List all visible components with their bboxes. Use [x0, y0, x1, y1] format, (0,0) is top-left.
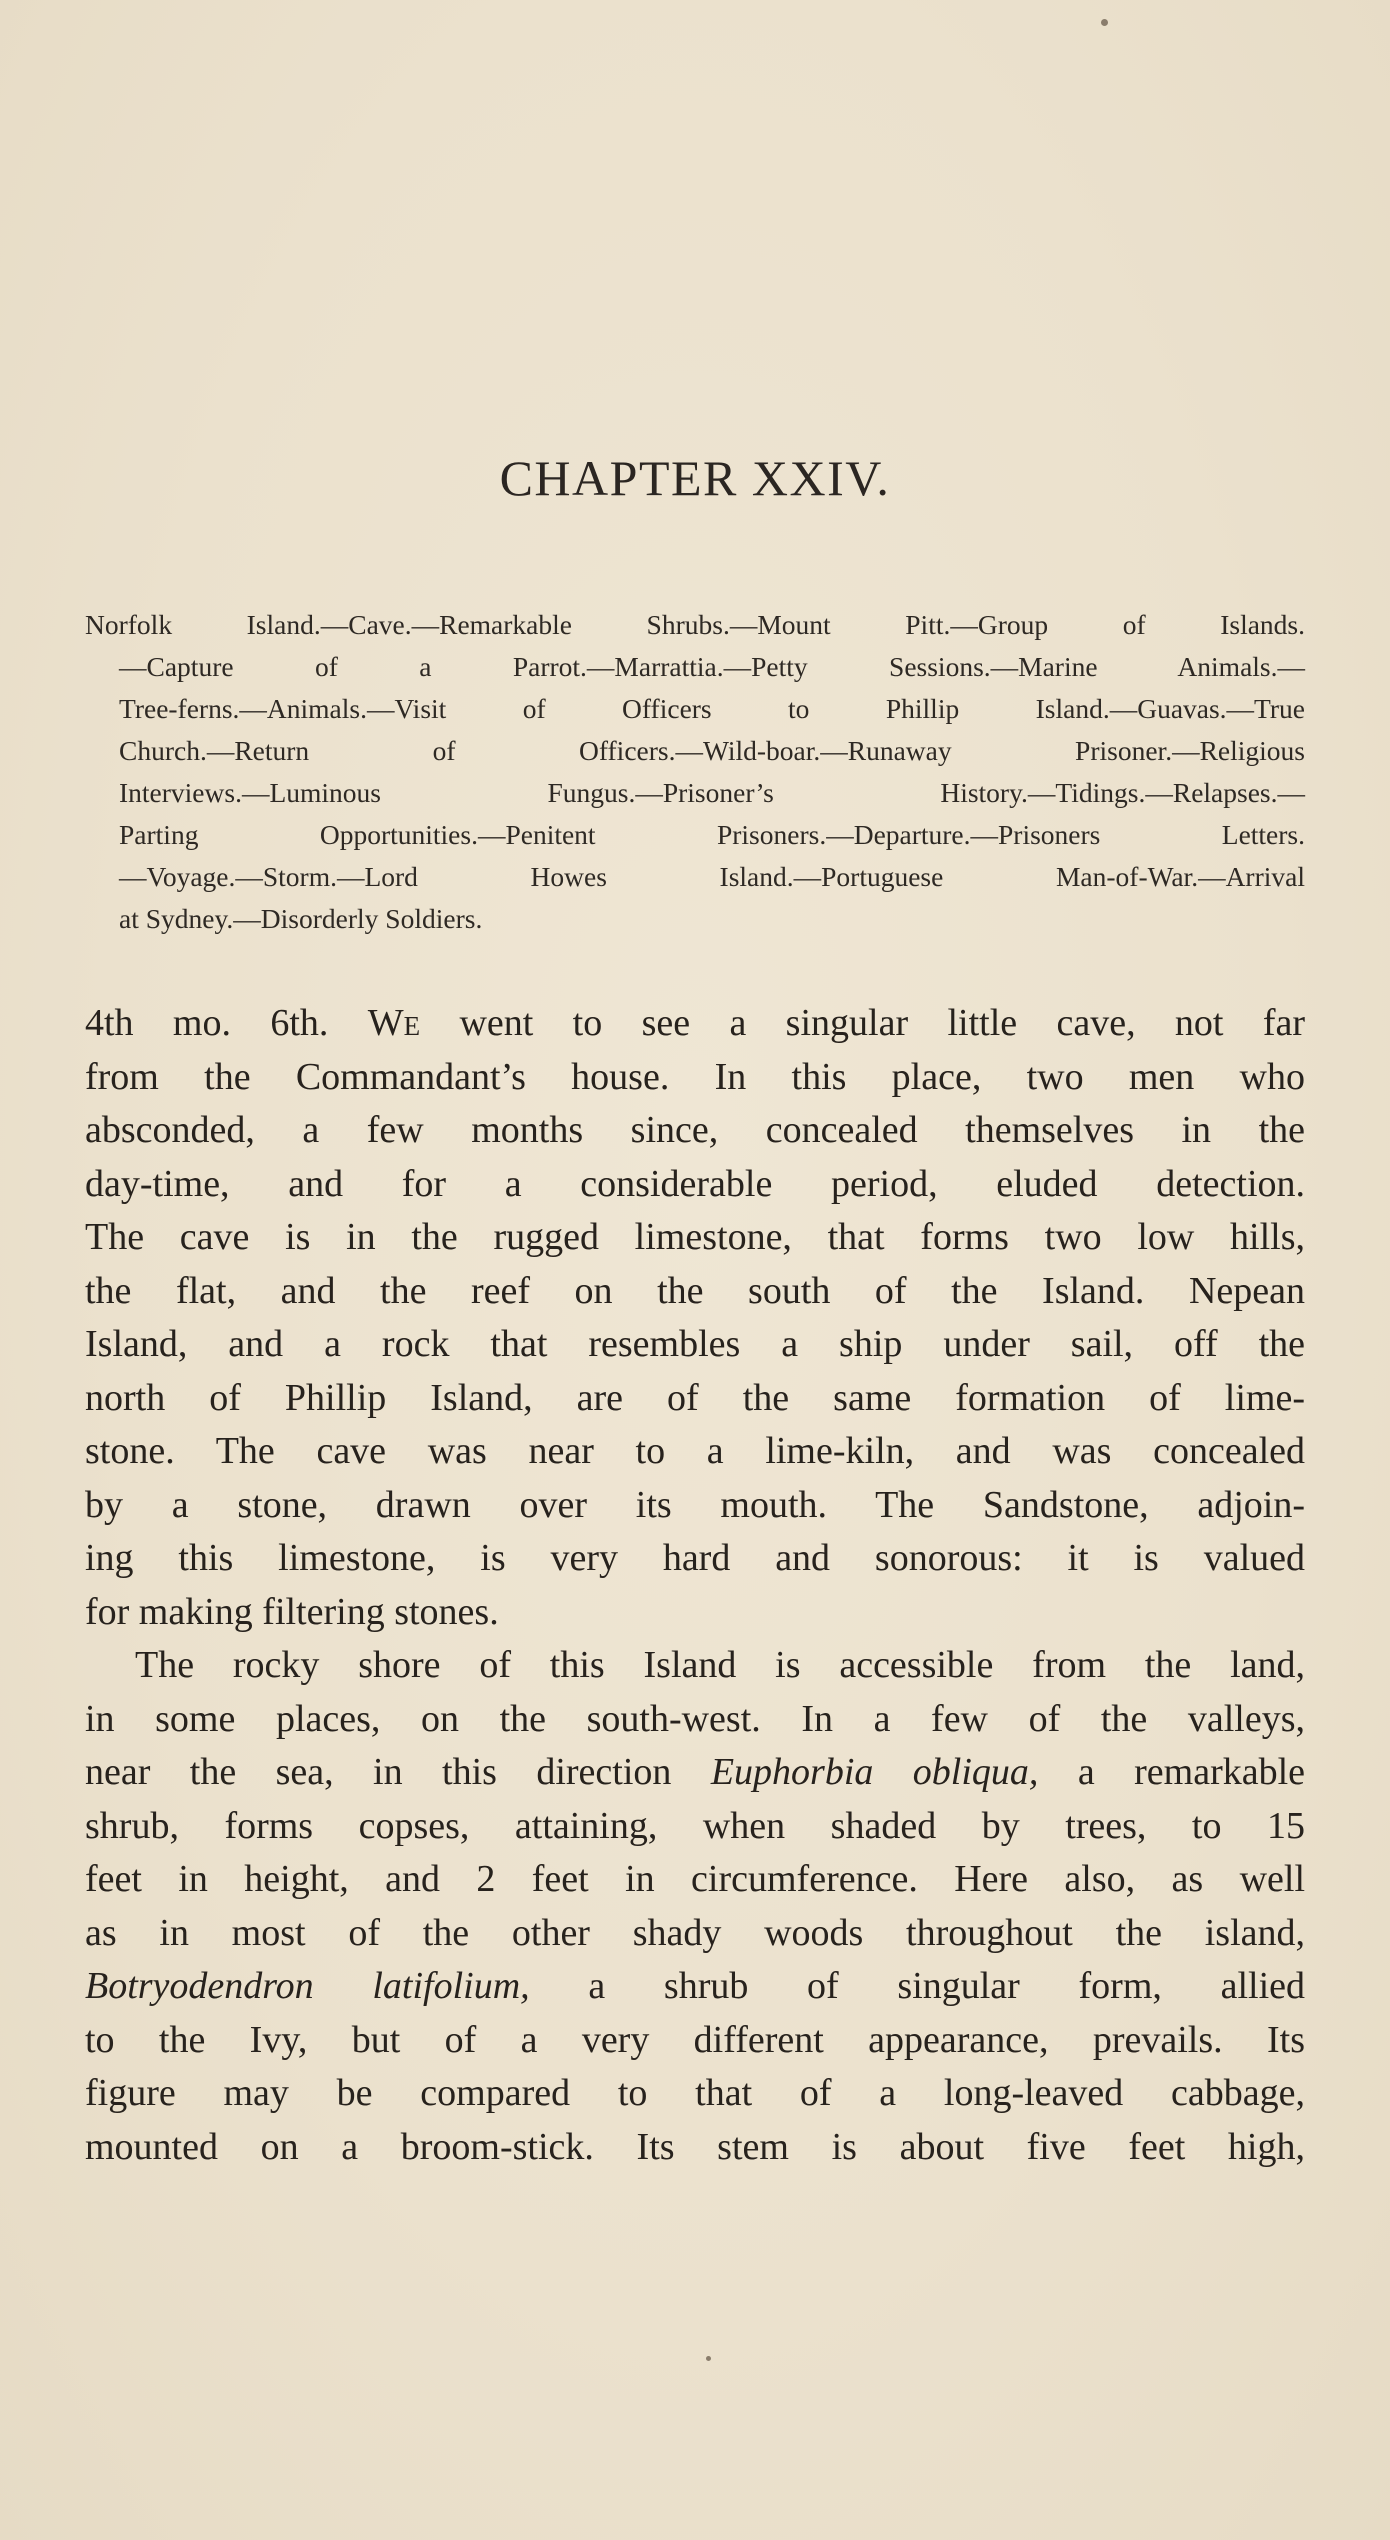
body-line: for making filtering stones. — [85, 1590, 499, 1633]
body-line: stone. The cave was near to a lime-kiln, and was concealed — [85, 1430, 1305, 1472]
body-line: shrub, forms copses, attaining, when shaded by trees, to 15 — [85, 1804, 1305, 1847]
summary-line: Church.—Return of Officers.—Wild-boar.—Runaway Prisoner.—Religious — [119, 735, 1305, 766]
body-line: Island, and a rock that resembles a ship under sail, off the — [85, 1323, 1305, 1365]
chapter-title: CHAPTER XXIV. — [499, 450, 891, 506]
ink-speck — [706, 2356, 711, 2361]
body-line-text: a shrub of singular form, allied — [588, 1965, 1305, 2007]
body-line: ing this limestone, is very hard and sonorous: it is valued — [85, 1537, 1305, 1579]
body-line: the flat, and the reef on the south of the Island. Nepean — [85, 1269, 1305, 1312]
body-line: mounted on a broom-stick. Its stem is about five feet high, — [85, 2125, 1305, 2168]
body-line: day-time, and for a considerable period, eluded detection. — [85, 1162, 1305, 1205]
body-line — [85, 1746, 1305, 1800]
summary-line: —Capture of a Parrot.—Marrattia.—Petty Sessions.—Marine Animals.— — [119, 651, 1305, 682]
body-line-text: a remarkable — [1077, 1751, 1306, 1793]
body-line: by a stone, drawn over its mouth. The Sandstone, adjoin- — [85, 1483, 1305, 1526]
body-line: as in most of the other shady woods throughout the island, — [85, 1911, 1305, 1954]
chapter-summary — [85, 604, 1305, 940]
summary-line: —Voyage.—Storm.—Lord Howes Island.—Portuguese Man-of-War.—Arrival — [119, 861, 1305, 892]
body-line: The rocky shore of this Island is accessible from the land, — [135, 1644, 1305, 1686]
summary-line: Tree-ferns.—Animals.—Visit of Officers to Phillip Island.—Guavas.—True — [119, 693, 1305, 724]
summary-line: at Sydney.—Disorderly Soldiers. — [119, 903, 483, 934]
body-line — [85, 1960, 1305, 2014]
entry-date: 4th mo. 6th. — [85, 1002, 329, 1044]
body-line: north of Phillip Island, are of the same formation of lime- — [85, 1376, 1305, 1419]
body-line: absconded, a few months since, concealed themselves in the — [85, 1109, 1305, 1151]
body-line: figure may be compared to that of a long-leaved cabbage, — [85, 2072, 1305, 2114]
body-line — [85, 997, 1305, 1051]
body-line: in some places, on the south-west. In a few of the valleys, — [85, 1697, 1305, 1740]
body-line-text: went to see a singular little cave, not far — [459, 1002, 1306, 1044]
species-name: Botryodendron latifolium, — [85, 1965, 530, 2007]
body-line: to the Ivy, but of a very different appearance, prevails. Its — [85, 2018, 1305, 2061]
opening-word: We — [367, 1002, 421, 1044]
summary-line: Norfolk Island.—Cave.—Remarkable Shrubs.—Mount Pitt.—Group of Islands. — [85, 609, 1305, 640]
body-line: from the Commandant’s house. In this place, two men who — [85, 1055, 1305, 1098]
body-line: feet in height, and 2 feet in circumference. Here also, as well — [85, 1858, 1305, 1900]
body-text — [85, 997, 1305, 2174]
summary-line: Parting Opportunities.—Penitent Prisoners.—Departure.—Prisoners Letters. — [119, 819, 1305, 850]
species-name: Euphorbia obliqua, — [710, 1751, 1039, 1793]
body-line-text: near the sea, in this direction — [85, 1751, 672, 1793]
body-line: The cave is in the rugged limestone, that forms two low hills, — [85, 1216, 1305, 1258]
ink-speck — [1101, 19, 1108, 26]
summary-line: Interviews.—Luminous Fungus.—Prisoner’s History.—Tidings.—Relapses.— — [119, 777, 1305, 808]
